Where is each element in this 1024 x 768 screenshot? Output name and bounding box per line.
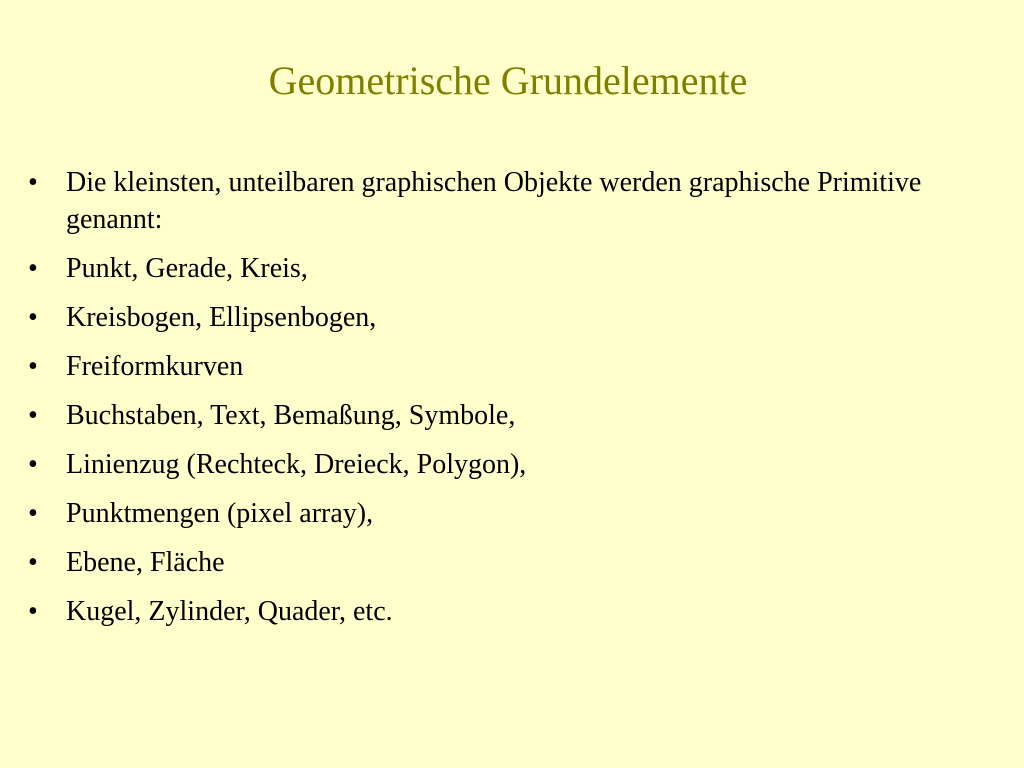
bullet-icon: • — [28, 400, 38, 431]
bullet-text: Punkt, Gerade, Kreis, — [66, 253, 308, 284]
bullet-item — [28, 446, 988, 483]
bullet-icon: • — [28, 449, 38, 480]
bullet-list — [28, 164, 988, 642]
bullet-icon: • — [28, 253, 38, 284]
bullet-item — [28, 348, 988, 385]
bullet-item — [28, 544, 988, 581]
bullet-item — [28, 164, 988, 238]
bullet-text: Kugel, Zylinder, Quader, etc. — [66, 596, 393, 627]
bullet-icon: • — [28, 498, 38, 529]
bullet-icon: • — [28, 302, 38, 333]
bullet-text: Buchstaben, Text, Bemaßung, Symbole, — [66, 400, 516, 431]
bullet-text: Freiformkurven — [66, 351, 244, 382]
bullet-icon: • — [28, 547, 38, 578]
bullet-icon: • — [28, 596, 38, 627]
bullet-item — [28, 495, 988, 532]
bullet-icon: • — [28, 167, 38, 198]
bullet-item — [28, 397, 988, 434]
bullet-icon: • — [28, 351, 38, 382]
bullet-text: Punktmengen (pixel array), — [66, 498, 374, 529]
bullet-item — [28, 593, 988, 630]
bullet-item — [28, 299, 988, 336]
bullet-text: Kreisbogen, Ellipsenbogen, — [66, 302, 377, 333]
bullet-text: Die kleinsten, unteilbaren graphischen Objekte werden graphische Primitive genannt: — [66, 167, 922, 235]
bullet-text: Ebene, Fläche — [66, 547, 225, 578]
slide-title: Geometrische Grundelemente — [268, 58, 748, 103]
bullet-text: Linienzug (Rechteck, Dreieck, Polygon), — [66, 449, 527, 480]
bullet-item — [28, 250, 988, 287]
